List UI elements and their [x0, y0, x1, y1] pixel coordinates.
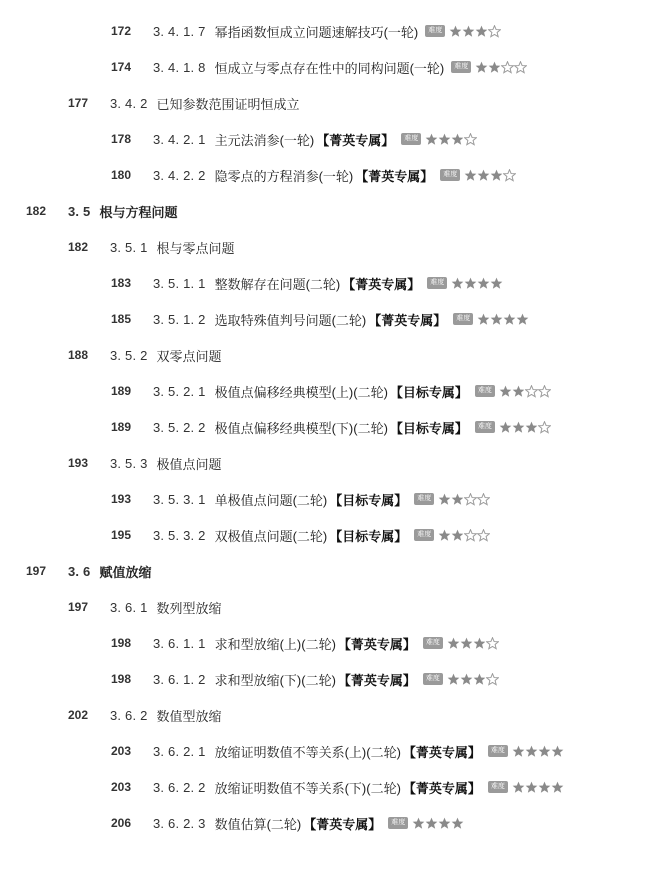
page-number: 189	[111, 420, 132, 434]
difficulty-rating	[412, 817, 464, 830]
page-number: 198	[111, 636, 132, 650]
star-filled-icon	[451, 133, 464, 146]
star-filled-icon	[516, 313, 529, 326]
toc-entry-level-4[interactable]	[111, 488, 490, 510]
difficulty-badge: 难度	[475, 385, 495, 397]
difficulty-badge: 难度	[414, 529, 434, 541]
page-number: 182	[26, 204, 47, 218]
difficulty-badge: 难度	[401, 133, 421, 145]
section-number: 3. 4. 2. 1	[153, 131, 206, 147]
access-tag: 【菁英专属】	[303, 816, 382, 832]
difficulty-badge: 难度	[423, 637, 443, 649]
section-number: 3. 4. 1. 7	[153, 23, 206, 39]
star-filled-icon	[538, 781, 551, 794]
star-empty-icon	[477, 493, 490, 506]
difficulty-rating	[499, 421, 551, 434]
difficulty-rating	[438, 493, 490, 506]
page-number: 203	[111, 780, 132, 794]
section-title: 赋值放缩	[99, 564, 152, 580]
toc-entry-level-4[interactable]	[111, 416, 551, 438]
toc-entry-level-4[interactable]	[111, 668, 499, 690]
star-filled-icon	[490, 277, 503, 290]
difficulty-rating	[464, 169, 516, 182]
star-filled-icon	[551, 745, 564, 758]
page-number: 193	[68, 456, 89, 470]
difficulty-rating	[512, 781, 564, 794]
access-tag: 【菁英专属】	[402, 780, 481, 796]
page-number: 185	[111, 312, 132, 326]
section-title: 已知参数范围证明恒成立	[156, 96, 300, 112]
toc-entry-level-4[interactable]	[111, 128, 477, 150]
section-title: 极值点偏移经典模型(下)(二轮)	[214, 420, 388, 436]
star-filled-icon	[490, 313, 503, 326]
section-number: 3. 6. 2. 1	[153, 743, 206, 759]
star-filled-icon	[412, 817, 425, 830]
difficulty-rating	[449, 25, 501, 38]
bottom-fade-overlay	[290, 838, 667, 879]
star-filled-icon	[451, 277, 464, 290]
access-tag: 【菁英专属】	[337, 636, 416, 652]
star-filled-icon	[438, 529, 451, 542]
section-title: 隐零点的方程消参(一轮)	[214, 168, 354, 184]
section-number: 3. 5. 1	[110, 239, 148, 255]
difficulty-badge: 难度	[440, 169, 460, 181]
star-filled-icon	[538, 745, 551, 758]
star-filled-icon	[438, 493, 451, 506]
section-title: 数值估算(二轮)	[214, 816, 302, 832]
access-tag: 【菁英专属】	[316, 132, 395, 148]
toc-entry-level-3[interactable]	[68, 92, 300, 114]
section-number: 3. 4. 1. 8	[153, 59, 206, 75]
toc-entry-level-4[interactable]	[111, 812, 464, 834]
section-title: 双极值点问题(二轮)	[214, 528, 328, 544]
section-title: 根与零点问题	[156, 240, 235, 256]
difficulty-badge: 难度	[388, 817, 408, 829]
star-filled-icon	[438, 133, 451, 146]
difficulty-rating	[499, 385, 551, 398]
star-empty-icon	[464, 493, 477, 506]
star-filled-icon	[525, 781, 538, 794]
section-title: 整数解存在问题(二轮)	[214, 276, 341, 292]
star-empty-icon	[477, 529, 490, 542]
difficulty-rating	[447, 673, 499, 686]
page-number: 203	[111, 744, 132, 758]
section-number: 3. 4. 2	[110, 95, 148, 111]
access-tag: 【目标专属】	[389, 384, 468, 400]
section-title: 选取特殊值判号问题(二轮)	[214, 312, 367, 328]
access-tag: 【菁英专属】	[402, 744, 481, 760]
star-filled-icon	[477, 169, 490, 182]
star-filled-icon	[464, 277, 477, 290]
section-title: 求和型放缩(下)(二轮)	[214, 672, 336, 688]
star-filled-icon	[499, 385, 512, 398]
star-filled-icon	[475, 61, 488, 74]
difficulty-badge: 难度	[427, 277, 447, 289]
access-tag: 【菁英专属】	[342, 276, 421, 292]
difficulty-badge: 难度	[488, 781, 508, 793]
difficulty-rating	[451, 277, 503, 290]
star-empty-icon	[488, 25, 501, 38]
page-number: 182	[68, 240, 89, 254]
star-filled-icon	[425, 133, 438, 146]
star-filled-icon	[451, 817, 464, 830]
section-number: 3. 6. 1. 2	[153, 671, 206, 687]
section-title: 双零点问题	[156, 348, 222, 364]
difficulty-badge: 难度	[451, 61, 471, 73]
access-tag: 【菁英专属】	[355, 168, 434, 184]
toc-entry-level-3[interactable]	[68, 452, 222, 474]
star-empty-icon	[486, 637, 499, 650]
star-empty-icon	[538, 421, 551, 434]
page-number: 193	[111, 492, 132, 506]
star-filled-icon	[475, 25, 488, 38]
toc-entry-level-3[interactable]	[68, 236, 235, 258]
star-filled-icon	[438, 817, 451, 830]
section-number: 3. 5. 1. 2	[153, 311, 206, 327]
star-filled-icon	[499, 421, 512, 434]
toc-entry-level-4[interactable]	[111, 164, 516, 186]
difficulty-rating	[477, 313, 529, 326]
page-number: 183	[111, 276, 132, 290]
star-empty-icon	[503, 169, 516, 182]
star-filled-icon	[512, 781, 525, 794]
star-empty-icon	[538, 385, 551, 398]
star-filled-icon	[503, 313, 516, 326]
section-title: 数列型放缩	[156, 600, 222, 616]
access-tag: 【菁英专属】	[368, 312, 447, 328]
star-empty-icon	[464, 133, 477, 146]
star-filled-icon	[490, 169, 503, 182]
star-filled-icon	[525, 745, 538, 758]
star-filled-icon	[447, 637, 460, 650]
page-number: 174	[111, 60, 132, 74]
star-filled-icon	[451, 529, 464, 542]
page-number: 202	[68, 708, 89, 722]
star-filled-icon	[512, 745, 525, 758]
toc-entry-level-2[interactable]	[26, 560, 152, 582]
section-title: 数值型放缩	[156, 708, 222, 724]
toc-entry-level-4[interactable]	[111, 20, 501, 42]
star-empty-icon	[514, 61, 527, 74]
access-tag: 【菁英专属】	[337, 672, 416, 688]
section-number: 3. 6. 1. 1	[153, 635, 206, 651]
section-title: 根与方程问题	[99, 204, 178, 220]
toc-entry-level-3[interactable]	[68, 704, 222, 726]
section-title: 幂指函数恒成立问题速解技巧(一轮)	[214, 24, 419, 40]
toc-entry-level-3[interactable]	[68, 344, 222, 366]
section-number: 3. 5. 2. 2	[153, 419, 206, 435]
page-number: 189	[111, 384, 132, 398]
section-title: 恒成立与零点存在性中的同构问题(一轮)	[214, 60, 445, 76]
access-tag: 【目标专属】	[389, 420, 468, 436]
difficulty-badge: 难度	[453, 313, 473, 325]
difficulty-badge: 难度	[488, 745, 508, 757]
section-title: 极值点问题	[156, 456, 222, 472]
access-tag: 【目标专属】	[329, 492, 408, 508]
page-number: 178	[111, 132, 132, 146]
toc-entry-level-2[interactable]	[26, 200, 178, 222]
star-filled-icon	[477, 277, 490, 290]
page-number: 197	[68, 600, 89, 614]
star-empty-icon	[464, 529, 477, 542]
star-filled-icon	[425, 817, 438, 830]
star-filled-icon	[449, 25, 462, 38]
difficulty-rating	[438, 529, 490, 542]
toc-entry-level-4[interactable]	[111, 740, 564, 762]
section-number: 3. 6. 2. 3	[153, 815, 206, 831]
section-title: 放缩证明数值不等关系(下)(二轮)	[214, 780, 401, 796]
section-number: 3. 6. 1	[110, 599, 148, 615]
section-number: 3. 5	[68, 203, 91, 219]
toc-entry-level-4[interactable]	[111, 272, 503, 294]
star-filled-icon	[488, 61, 501, 74]
star-filled-icon	[525, 421, 538, 434]
star-filled-icon	[512, 421, 525, 434]
page-number: 195	[111, 528, 132, 542]
difficulty-rating	[425, 133, 477, 146]
star-filled-icon	[460, 637, 473, 650]
star-empty-icon	[525, 385, 538, 398]
section-number: 3. 5. 2	[110, 347, 148, 363]
star-empty-icon	[501, 61, 514, 74]
page-number: 198	[111, 672, 132, 686]
access-tag: 【目标专属】	[329, 528, 408, 544]
star-filled-icon	[512, 385, 525, 398]
difficulty-badge: 难度	[475, 421, 495, 433]
toc-entry-level-3[interactable]	[68, 596, 222, 618]
page-number: 188	[68, 348, 89, 362]
toc-entry-level-4[interactable]	[111, 380, 551, 402]
section-number: 3. 4. 2. 2	[153, 167, 206, 183]
section-title: 放缩证明数值不等关系(上)(二轮)	[214, 744, 401, 760]
section-number: 3. 5. 3. 2	[153, 527, 206, 543]
section-number: 3. 5. 1. 1	[153, 275, 206, 291]
star-filled-icon	[460, 673, 473, 686]
section-title: 主元法消参(一轮)	[214, 132, 315, 148]
star-filled-icon	[551, 781, 564, 794]
star-filled-icon	[473, 673, 486, 686]
section-title: 求和型放缩(上)(二轮)	[214, 636, 336, 652]
toc-entry-level-4[interactable]	[111, 776, 564, 798]
difficulty-rating	[512, 745, 564, 758]
section-number: 3. 5. 3. 1	[153, 491, 206, 507]
difficulty-rating	[447, 637, 499, 650]
section-title: 极值点偏移经典模型(上)(二轮)	[214, 384, 388, 400]
page-number: 177	[68, 96, 89, 110]
page-number: 197	[26, 564, 47, 578]
star-filled-icon	[477, 313, 490, 326]
star-filled-icon	[473, 637, 486, 650]
section-title: 单极值点问题(二轮)	[214, 492, 328, 508]
page-number: 172	[111, 24, 132, 38]
section-number: 3. 5. 2. 1	[153, 383, 206, 399]
toc-entry-level-4[interactable]	[111, 632, 499, 654]
difficulty-rating	[475, 61, 527, 74]
section-number: 3. 6. 2. 2	[153, 779, 206, 795]
star-filled-icon	[447, 673, 460, 686]
difficulty-badge: 难度	[425, 25, 445, 37]
star-empty-icon	[486, 673, 499, 686]
page-number: 206	[111, 816, 132, 830]
star-filled-icon	[464, 169, 477, 182]
section-number: 3. 5. 3	[110, 455, 148, 471]
star-filled-icon	[451, 493, 464, 506]
section-number: 3. 6. 2	[110, 707, 148, 723]
difficulty-badge: 难度	[423, 673, 443, 685]
toc-entry-level-4[interactable]	[111, 56, 527, 78]
difficulty-badge: 难度	[414, 493, 434, 505]
toc-entry-level-4[interactable]	[111, 308, 529, 330]
section-number: 3. 6	[68, 563, 91, 579]
star-filled-icon	[462, 25, 475, 38]
page-number: 180	[111, 168, 132, 182]
toc-entry-level-4[interactable]	[111, 524, 490, 546]
